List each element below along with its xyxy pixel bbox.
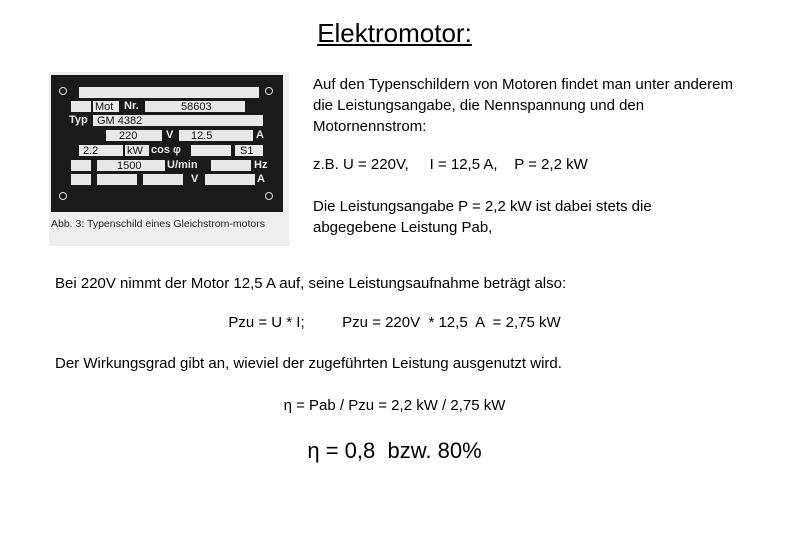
efficiency-formula: η = Pab / Pzu = 2,2 kW / 2,75 kW [283,397,506,414]
plate-duty-value: S1 [240,145,254,157]
plate-field [71,101,91,112]
plate-freq-unit: Hz [254,159,268,171]
plate-field [143,174,183,185]
plate-field [211,160,251,171]
mounting-hole [59,192,67,200]
plate-current-unit: A [256,129,264,141]
plate-current-value: 12.5 [191,130,213,142]
mounting-hole [265,87,273,95]
plate-voltage-value: 220 [119,130,138,142]
plate-nr-label: Nr. [124,100,139,112]
mounting-hole [59,87,67,95]
figure-caption: Abb. 3: Typenschild eines Gleichstrom-motors [51,218,265,230]
motor-nameplate [51,75,283,212]
plate-nr-value: 58603 [181,101,212,113]
intro-paragraph: Auf den Typenschildern von Motoren findet man unter anderem die Leistungsangabe, die Nennspannung und den Motornennstrom: [313,76,733,135]
input-power-formula: Pzu = U * I; Pzu = 220V * 12,5 A = 2,75 kW [228,314,561,331]
plate-speed-value: 1500 [117,160,142,172]
plate-field [97,174,137,185]
power-note: Die Leistungsangabe P = 2,2 kW ist dabei stets die abgegebene Leistung Pab, [313,198,652,236]
plate-field [205,174,255,185]
efficiency-text: Der Wirkungsgrad gibt an, wieviel der zugeführten Leistung ausgenutzt wird. [55,355,562,372]
efficiency-result: η = 0,8 bzw. 80% [307,438,482,463]
plate-field [79,87,259,98]
plate-mot-label: Mot [95,101,114,113]
mounting-hole [265,192,273,200]
input-power-text: Bei 220V nimmt der Motor 12,5 A auf, seine Leistungsaufnahme beträgt also: [55,275,567,292]
nameplate-figure [49,72,289,246]
plate-typ-label: Typ [69,114,88,126]
example-values: z.B. U = 220V, I = 12,5 A, P = 2,2 kW [313,156,588,173]
plate-cosphi-label: cos φ [151,144,181,156]
plate-field [71,174,91,185]
plate-exc-current-unit: A [257,173,265,185]
plate-field [191,145,231,156]
plate-power-value: 2.2 [83,145,99,157]
page-title: Elektromotor: [317,18,472,48]
plate-speed-unit: U/min [167,159,198,171]
plate-voltage-unit: V [166,129,174,141]
plate-exc-voltage-unit: V [191,173,199,185]
plate-power-unit: kW [127,145,143,157]
plate-typ-value: GM 4382 [97,115,143,127]
plate-field [71,160,91,171]
